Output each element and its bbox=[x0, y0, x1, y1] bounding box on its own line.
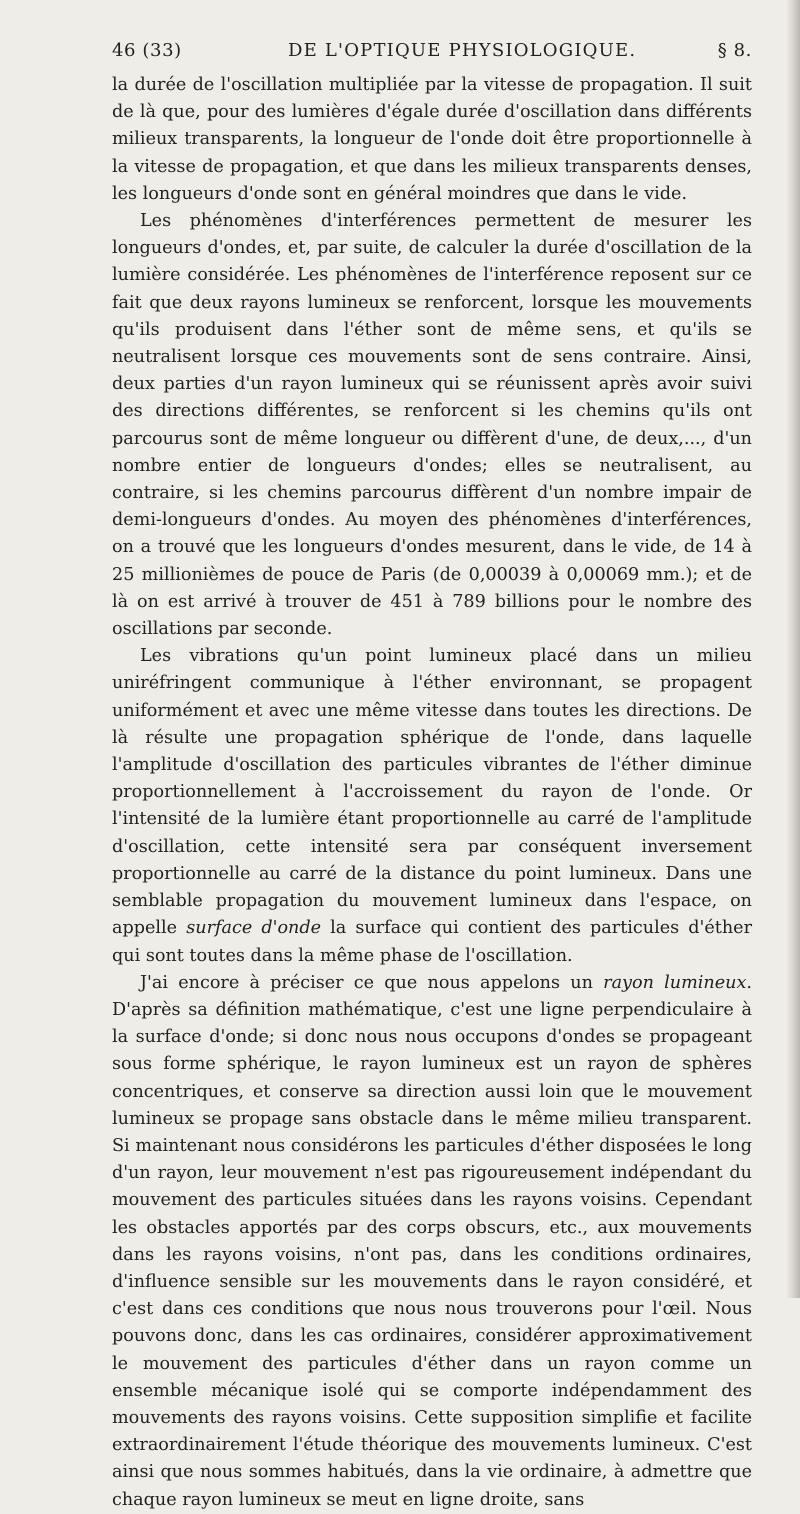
running-title: DE L'OPTIQUE PHYSIOLOGIQUE. bbox=[288, 40, 637, 61]
term-surface-d-onde: surface d'onde bbox=[186, 918, 322, 939]
paragraph-3-text-after: la surface qui contient des particules d'éther qui sont toutes dans la même phase de l'oscillation. bbox=[112, 918, 753, 966]
paragraph-3-text-before: Les vibrations qu'un point lumineux placé dans un milieu uniréfringent communique à l'éther environnant, se propagent uniformément et avec une même vitesse dans toutes les directions. De là résulte une propagation sphérique de l'onde, dans laquelle l'amplitude d'oscillation des particules vibrantes de l'éther diminue proportionnellement à l'accroissement du rayon de l'onde. Or l'intensité de la lumière étant proportionnelle au carré de l'amplitude d'oscillation, cette intensité sera par conséquent inversement proportionnelle au carré de la distance du point lumineux. Dans une semblable propagation du mouvement lumineux dans l'espace, on appelle bbox=[112, 646, 752, 939]
paragraph-4-text-after: D'après sa définition mathématique, c'est une ligne perpendiculaire à la surface d'onde; si donc nous nous occupons d'ondes se propageant sous forme sphérique, le rayon lumineux est un rayon de sphères concentriques, et conserve sa direction aussi loin que le mouvement lumineux se propage sans obstacle dans le même milieu transparent. Si maintenant nous considérons les particules d'éther disposées le long d'un rayon, leur mouvement n'est pas rigoureusement indépendant du mouvement des particules situées dans les rayons voisins. Cependant les obstacles apportés par des corps obscurs, etc., aux mouvements dans les rayons voisins, n'ont pas, dans les conditions ordinaires, d'influence sensible sur les mouvements dans le rayon considéré, et c'est dans ces conditions que nous nous trouverons pour l'œil. Nous pouvons donc, dans les cas ordinaires, considérer approximativement le mouvement des particules d'éther dans un rayon comme un ensemble mécanique isolé qui se comporte indépendamment des mouvements des rayons voisins. Cette supposition simplifie et facilite extraordinairement l'étude théorique des mouvements lumineux. C'est ainsi que nous sommes habitués, dans la vie ordinaire, à admettre que chaque rayon lumineux se meut en ligne droite, sans bbox=[112, 999, 752, 1510]
paragraph-3 bbox=[112, 643, 752, 969]
page-header bbox=[112, 40, 752, 70]
term-rayon-lumineux: rayon lumineux. bbox=[603, 972, 752, 993]
section-number: § 8. bbox=[717, 40, 752, 61]
paragraph-2: Les phénomènes d'interférences permettent de mesurer les longueurs d'ondes, et, par suite, de calculer la durée d'oscillation de la lumière considérée. Les phénomènes de l'interférence reposent sur ce fait que deux rayons lumineux se renforcent, lorsque les mouvements qu'ils produisent dans l'éther sont de même sens, et qu'ils se neutralisent lorsque ces mouvements sont de sens contraire. Ainsi, deux parties d'un rayon lumineux qui se réunissent après avoir suivi des directions différentes, se renforcent si les chemins qu'ils ont parcourus sont de même longueur ou diffèrent d'une, de deux,..., d'un nombre entier de longueurs d'ondes; elles se neutralisent, au contraire, si les chemins parcourus diffèrent d'un nombre impair de demi-longueurs d'ondes. Au moyen des phénomènes d'interférences, on a trouvé que les longueurs d'ondes mesurent, dans le vide, de 14 à 25 millionièmes de pouce de Paris (de 0,00039 à 0,00069 mm.); et de là on est arrivé à trouver de 451 à 789 billions pour le nombre des oscillations par seconde. bbox=[112, 211, 752, 640]
paragraph-1: la durée de l'oscillation multipliée par la vitesse de propagation. Il suit de là que, pour des lumières d'égale durée d'oscillation dans différents milieux transparents, la longueur de l'onde doit être proportionnelle à la vitesse de propagation, et que dans les milieux transparents denses, les longueurs d'onde sont en général moindres que dans le vide. bbox=[112, 75, 752, 204]
page-number: 46 (33) bbox=[112, 40, 182, 61]
page-edge-shadow bbox=[786, 0, 800, 1298]
paragraph-4 bbox=[112, 970, 752, 1514]
paragraph-4-text-before: J'ai encore à préciser ce que nous appelons un bbox=[140, 972, 604, 993]
